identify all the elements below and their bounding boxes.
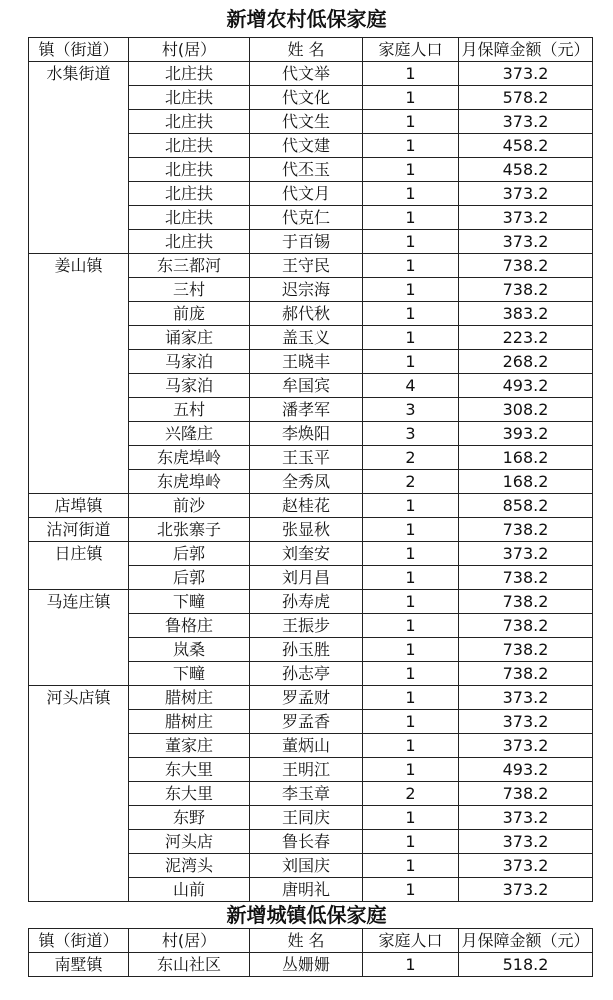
village-cell: 北庄扶: [129, 158, 250, 182]
household-size-cell: 3: [363, 398, 459, 422]
header-name: 姓 名: [250, 929, 363, 953]
header-town: 镇（街道）: [29, 929, 129, 953]
monthly-amount-cell: 373.2: [459, 806, 593, 830]
name-cell: 全秀凤: [250, 470, 363, 494]
town-cell: 沽河街道: [29, 518, 129, 542]
name-cell: 代文月: [250, 182, 363, 206]
household-size-cell: 1: [363, 686, 459, 710]
table-row: [29, 590, 593, 614]
village-cell: 北张寨子: [129, 518, 250, 542]
town-cell: 水集街道: [29, 62, 129, 254]
name-cell: 迟宗海: [250, 278, 363, 302]
village-cell: 下疃: [129, 662, 250, 686]
monthly-amount-cell: 168.2: [459, 470, 593, 494]
household-size-cell: 1: [363, 302, 459, 326]
header-household-size: 家庭人口: [363, 38, 459, 62]
village-cell: 北庄扶: [129, 182, 250, 206]
urban-table-body: [29, 953, 593, 977]
table-row: [29, 518, 593, 542]
monthly-amount-cell: 458.2: [459, 134, 593, 158]
monthly-amount-cell: 373.2: [459, 830, 593, 854]
name-cell: 王晓丰: [250, 350, 363, 374]
name-cell: 孙玉胜: [250, 638, 363, 662]
household-size-cell: 1: [363, 110, 459, 134]
monthly-amount-cell: 738.2: [459, 518, 593, 542]
village-cell: 岚桑: [129, 638, 250, 662]
name-cell: 孙志亭: [250, 662, 363, 686]
village-cell: 北庄扶: [129, 230, 250, 254]
village-cell: 山前: [129, 878, 250, 902]
name-cell: 李玉章: [250, 782, 363, 806]
urban-header-row: [29, 929, 593, 953]
village-cell: 腊树庄: [129, 710, 250, 734]
village-cell: 东大里: [129, 758, 250, 782]
household-size-cell: 3: [363, 422, 459, 446]
name-cell: 罗孟财: [250, 686, 363, 710]
name-cell: 李焕阳: [250, 422, 363, 446]
name-cell: 刘奎安: [250, 542, 363, 566]
household-size-cell: 1: [363, 182, 459, 206]
table-row: [29, 953, 593, 977]
household-size-cell: 2: [363, 470, 459, 494]
monthly-amount-cell: 373.2: [459, 62, 593, 86]
header-town: 镇（街道）: [29, 38, 129, 62]
monthly-amount-cell: 518.2: [459, 953, 593, 977]
header-village: 村(居）: [129, 929, 250, 953]
name-cell: 唐明礼: [250, 878, 363, 902]
monthly-amount-cell: 738.2: [459, 638, 593, 662]
household-size-cell: 4: [363, 374, 459, 398]
village-cell: 河头店: [129, 830, 250, 854]
town-cell: 日庄镇: [29, 542, 129, 590]
household-size-cell: 2: [363, 446, 459, 470]
table-row: [29, 686, 593, 710]
household-size-cell: 1: [363, 230, 459, 254]
village-cell: 五村: [129, 398, 250, 422]
monthly-amount-cell: 373.2: [459, 854, 593, 878]
table-row: [29, 494, 593, 518]
village-cell: 北庄扶: [129, 62, 250, 86]
name-cell: 代文建: [250, 134, 363, 158]
village-cell: 北庄扶: [129, 206, 250, 230]
village-cell: 东虎埠岭: [129, 470, 250, 494]
village-cell: 前庞: [129, 302, 250, 326]
household-size-cell: 1: [363, 710, 459, 734]
monthly-amount-cell: 493.2: [459, 758, 593, 782]
household-size-cell: 1: [363, 86, 459, 110]
village-cell: 泥湾头: [129, 854, 250, 878]
name-cell: 丛姗姗: [250, 953, 363, 977]
household-size-cell: 1: [363, 206, 459, 230]
name-cell: 赵桂花: [250, 494, 363, 518]
household-size-cell: 1: [363, 758, 459, 782]
village-cell: 诵家庄: [129, 326, 250, 350]
monthly-amount-cell: 373.2: [459, 878, 593, 902]
table-row: [29, 62, 593, 86]
monthly-amount-cell: 373.2: [459, 710, 593, 734]
monthly-amount-cell: 383.2: [459, 302, 593, 326]
name-cell: 盖玉义: [250, 326, 363, 350]
monthly-amount-cell: 393.2: [459, 422, 593, 446]
monthly-amount-cell: 458.2: [459, 158, 593, 182]
name-cell: 潘孝军: [250, 398, 363, 422]
name-cell: 代文化: [250, 86, 363, 110]
monthly-amount-cell: 738.2: [459, 614, 593, 638]
rural-header-row: [29, 38, 593, 62]
name-cell: 王同庆: [250, 806, 363, 830]
urban-table-title: 新增城镇低保家庭: [226, 903, 387, 927]
name-cell: 董炳山: [250, 734, 363, 758]
household-size-cell: 1: [363, 326, 459, 350]
monthly-amount-cell: 373.2: [459, 206, 593, 230]
name-cell: 鲁长春: [250, 830, 363, 854]
name-cell: 罗孟香: [250, 710, 363, 734]
header-name: 姓 名: [250, 38, 363, 62]
village-cell: 兴隆庄: [129, 422, 250, 446]
village-cell: 鲁格庄: [129, 614, 250, 638]
village-cell: 东山社区: [129, 953, 250, 977]
village-cell: 东三都河: [129, 254, 250, 278]
household-size-cell: 1: [363, 638, 459, 662]
household-size-cell: 1: [363, 614, 459, 638]
household-size-cell: 1: [363, 62, 459, 86]
town-cell: 店埠镇: [29, 494, 129, 518]
village-cell: 前沙: [129, 494, 250, 518]
monthly-amount-cell: 738.2: [459, 662, 593, 686]
village-cell: 下疃: [129, 590, 250, 614]
household-size-cell: 1: [363, 134, 459, 158]
town-cell: 南墅镇: [29, 953, 129, 977]
monthly-amount-cell: 738.2: [459, 254, 593, 278]
monthly-amount-cell: 738.2: [459, 782, 593, 806]
name-cell: 孙寿虎: [250, 590, 363, 614]
name-cell: 王明江: [250, 758, 363, 782]
household-size-cell: 1: [363, 494, 459, 518]
table-row: [29, 254, 593, 278]
village-cell: 马家泊: [129, 350, 250, 374]
monthly-amount-cell: 268.2: [459, 350, 593, 374]
monthly-amount-cell: 373.2: [459, 230, 593, 254]
village-cell: 三村: [129, 278, 250, 302]
town-cell: 马连庄镇: [29, 590, 129, 686]
village-cell: 北庄扶: [129, 134, 250, 158]
household-size-cell: 1: [363, 254, 459, 278]
household-size-cell: 1: [363, 806, 459, 830]
monthly-amount-cell: 373.2: [459, 110, 593, 134]
monthly-amount-cell: 223.2: [459, 326, 593, 350]
header-household-size: 家庭人口: [363, 929, 459, 953]
monthly-amount-cell: 373.2: [459, 182, 593, 206]
header-monthly-amount: 月保障金额（元）: [459, 929, 593, 953]
monthly-amount-cell: 858.2: [459, 494, 593, 518]
village-cell: 马家泊: [129, 374, 250, 398]
household-size-cell: 1: [363, 590, 459, 614]
name-cell: 代克仁: [250, 206, 363, 230]
name-cell: 郝代秋: [250, 302, 363, 326]
name-cell: 代文生: [250, 110, 363, 134]
household-size-cell: 1: [363, 662, 459, 686]
village-cell: 后郭: [129, 566, 250, 590]
household-size-cell: 1: [363, 518, 459, 542]
name-cell: 代丕玉: [250, 158, 363, 182]
rural-table-title: 新增农村低保家庭: [226, 7, 387, 31]
monthly-amount-cell: 738.2: [459, 278, 593, 302]
monthly-amount-cell: 493.2: [459, 374, 593, 398]
household-size-cell: 2: [363, 782, 459, 806]
village-cell: 北庄扶: [129, 110, 250, 134]
town-cell: 河头店镇: [29, 686, 129, 902]
village-cell: 腊树庄: [129, 686, 250, 710]
household-size-cell: 1: [363, 350, 459, 374]
household-size-cell: 1: [363, 278, 459, 302]
household-size-cell: 1: [363, 953, 459, 977]
name-cell: 王振步: [250, 614, 363, 638]
table-row: [29, 542, 593, 566]
town-cell: 姜山镇: [29, 254, 129, 494]
household-size-cell: 1: [363, 830, 459, 854]
household-size-cell: 1: [363, 566, 459, 590]
village-cell: 后郭: [129, 542, 250, 566]
name-cell: 张显秋: [250, 518, 363, 542]
header-village: 村(居）: [129, 38, 250, 62]
name-cell: 刘月昌: [250, 566, 363, 590]
header-monthly-amount: 月保障金额（元）: [459, 38, 593, 62]
name-cell: 王守民: [250, 254, 363, 278]
name-cell: 代文举: [250, 62, 363, 86]
village-cell: 董家庄: [129, 734, 250, 758]
name-cell: 牟国宾: [250, 374, 363, 398]
household-size-cell: 1: [363, 854, 459, 878]
monthly-amount-cell: 738.2: [459, 590, 593, 614]
rural-households-table: [28, 37, 593, 902]
village-cell: 东大里: [129, 782, 250, 806]
village-cell: 东野: [129, 806, 250, 830]
monthly-amount-cell: 373.2: [459, 542, 593, 566]
monthly-amount-cell: 738.2: [459, 566, 593, 590]
household-size-cell: 1: [363, 734, 459, 758]
monthly-amount-cell: 373.2: [459, 686, 593, 710]
village-cell: 东虎埠岭: [129, 446, 250, 470]
household-size-cell: 1: [363, 878, 459, 902]
household-size-cell: 1: [363, 158, 459, 182]
monthly-amount-cell: 373.2: [459, 734, 593, 758]
rural-table-body: [29, 62, 593, 902]
village-cell: 北庄扶: [129, 86, 250, 110]
name-cell: 王玉平: [250, 446, 363, 470]
household-size-cell: 1: [363, 542, 459, 566]
monthly-amount-cell: 308.2: [459, 398, 593, 422]
name-cell: 刘国庆: [250, 854, 363, 878]
name-cell: 于百锡: [250, 230, 363, 254]
monthly-amount-cell: 168.2: [459, 446, 593, 470]
urban-households-table: [28, 928, 593, 977]
monthly-amount-cell: 578.2: [459, 86, 593, 110]
